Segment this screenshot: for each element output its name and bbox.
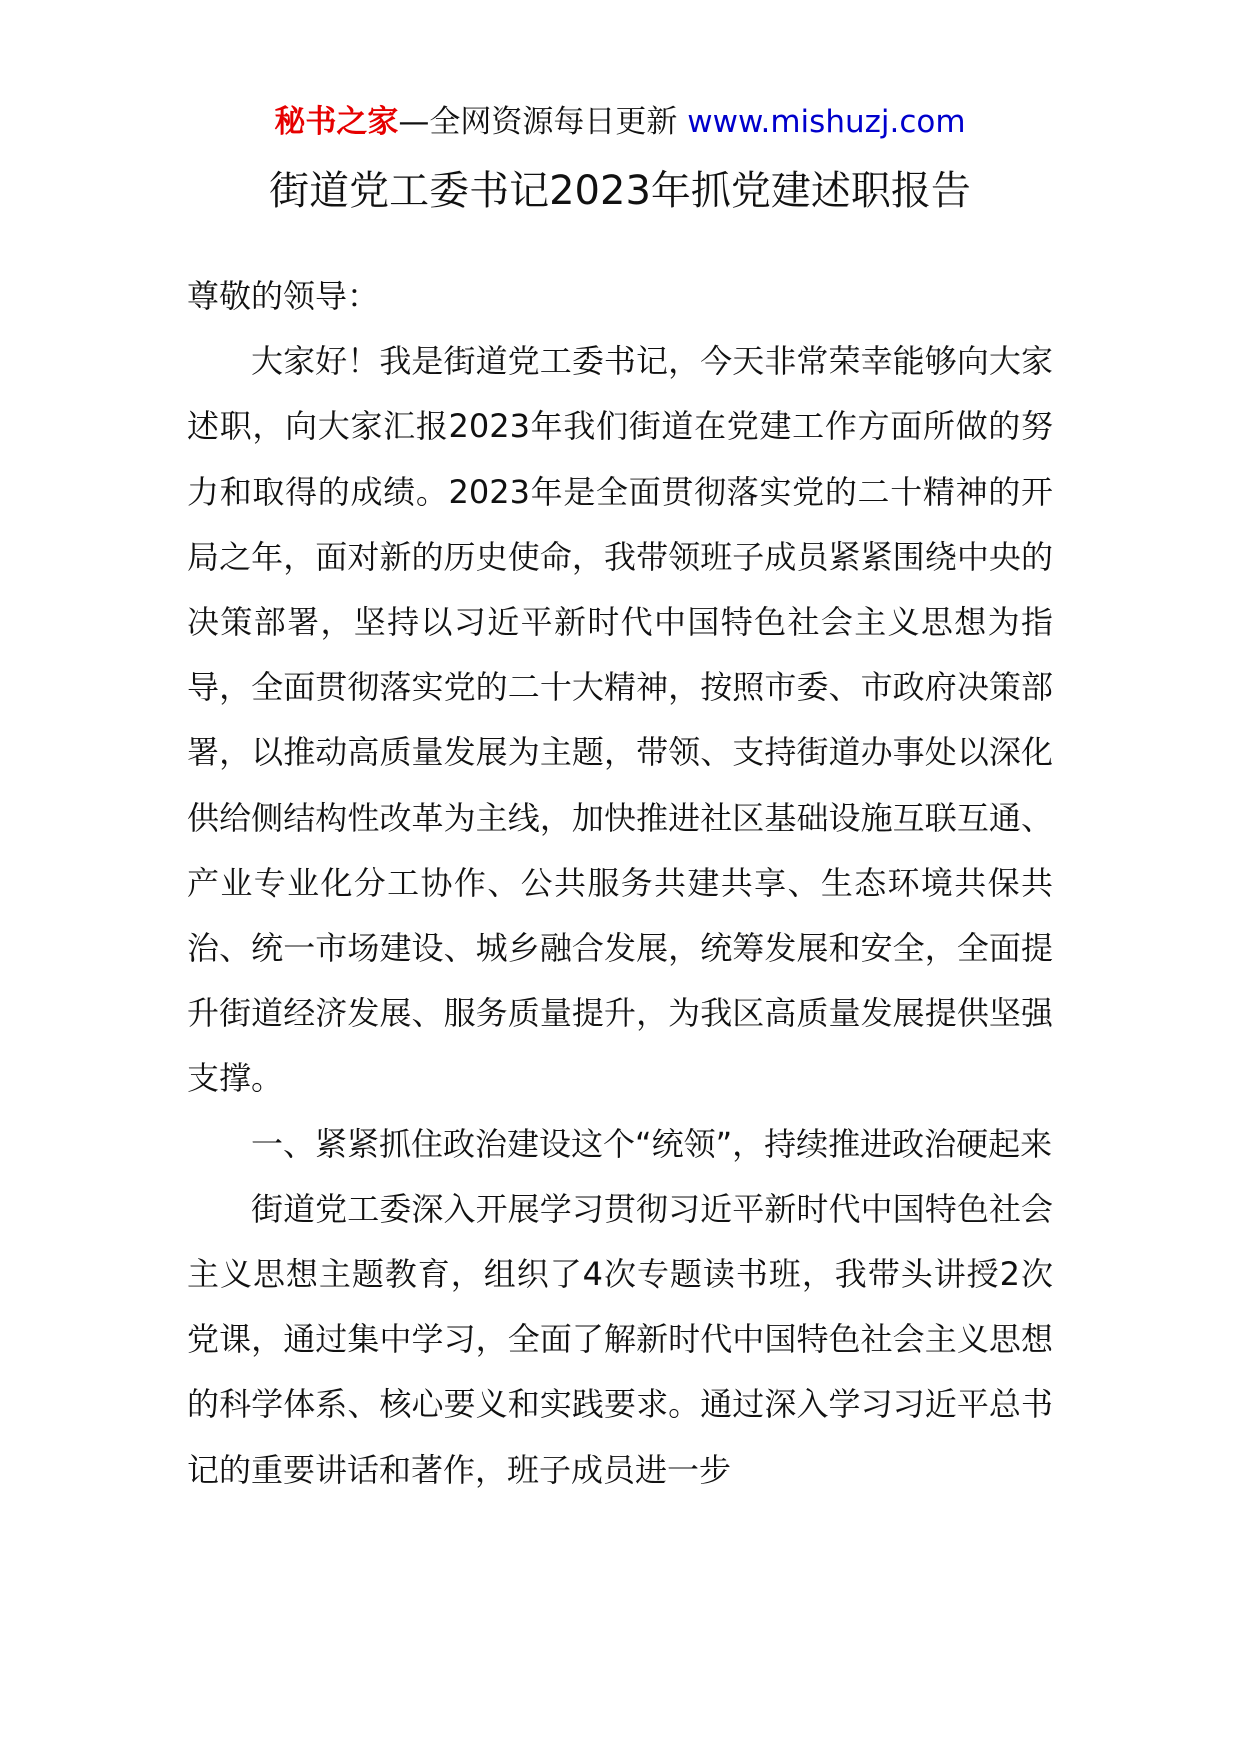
document-body — [187, 264, 1053, 1503]
site-header — [0, 100, 1240, 144]
salutation: 尊敬的领导： — [187, 277, 380, 315]
brand-name: 秘书之家 — [274, 104, 399, 140]
paragraph-section-1: 街道党工委深入开展学习贯彻习近平新时代中国特色社会主义思想主题教育，组织了4次专题读书班，我带头讲授2次党课，通过集中学习，全面了解新时代中国特色社会主义思想的科学体系、核心要义和实践要求。通过深入学习习近平总书记的重要讲话和著作，班子成员进一步 — [187, 1189, 1053, 1489]
paragraph-intro: 大家好！我是街道党工委书记，今天非常荣幸能够向大家述职，向大家汇报2023年我们街道在党建工作方面所做的努力和取得的成绩。2023年是全面贯彻落实党的二十精神的开局之年，面对新的历史使命，我带领班子成员紧紧围绕中央的决策部署，坚持以习近平新时代中国特色社会主义思想为指导，全面贯彻落实党的二十大精神，按照市委、市政府决策部署，以推动高质量发展为主题，带领、支持街道办事处以深化供给侧结构性改革为主线，加快推进社区基础设施互联互通、产业专业化分工协作、公共服务共建共享、生态环境共保共治、统一市场建设、城乡融合发展，统筹发展和安全，全面提升街道经济发展、服务质量提升，为我区高质量发展提供坚强支撑。 — [187, 342, 1053, 1098]
header-tagline: —全网资源每日更新 — [398, 104, 678, 140]
header-url[interactable]: www.mishuzj.com — [687, 104, 966, 140]
section-heading-1: 一、紧紧抓住政治建设这个“统领”，持续推进政治硬起来 — [251, 1124, 1053, 1163]
document-title: 街道党工委书记2023年抓党建述职报告 — [269, 168, 971, 214]
